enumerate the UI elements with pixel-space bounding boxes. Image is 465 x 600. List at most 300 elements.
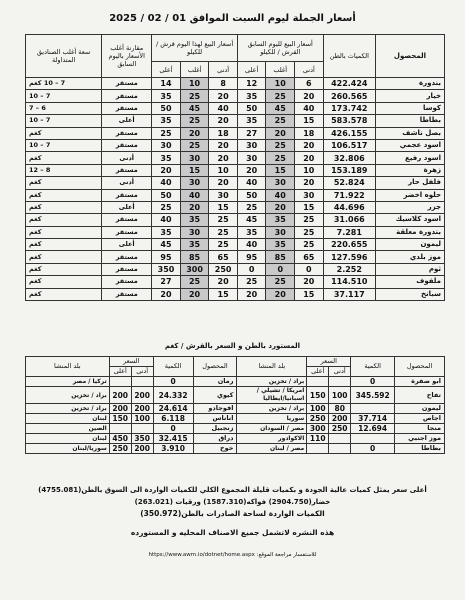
header-today-low: أدنى (209, 62, 238, 78)
local-prices-table (25, 34, 445, 301)
today-most-price: 25 (180, 115, 209, 127)
header-import-product-left: المحصول (193, 357, 237, 377)
today-most-price: 25 (180, 90, 209, 102)
table-row (26, 90, 445, 102)
import-high-price: 200 (109, 387, 131, 404)
today-high-price: 40 (152, 177, 181, 189)
table-row (26, 288, 445, 300)
prev-most-price: 30 (266, 177, 295, 189)
today-low-price: 20 (209, 90, 238, 102)
prev-high-price: 50 (237, 189, 266, 201)
quantity-tons: 583.578 (323, 115, 375, 127)
table-row (26, 444, 445, 454)
prev-high-price: 35 (237, 226, 266, 238)
prev-most-price: 25 (266, 276, 295, 288)
box-capacity: كغم (26, 189, 102, 201)
header-prev-day: أسعار البيع لليوم السابق القرش / للكيلو (237, 35, 323, 62)
prev-most-price: 30 (266, 226, 295, 238)
header-prev-low: أدنى (295, 62, 324, 78)
table-row (26, 177, 445, 189)
import-quantity: 6.118 (153, 414, 193, 424)
quantity-tons: 52.824 (323, 177, 375, 189)
box-capacity: كغم (26, 152, 102, 164)
price-comparison: مستقر (102, 139, 152, 151)
import-quantity: 37.714 (351, 414, 395, 424)
header-import-low-left: أدنى (131, 367, 153, 377)
import-product-name: زنجبيل (193, 424, 237, 434)
price-comparison: مستقر (102, 189, 152, 201)
today-low-price: 40 (209, 102, 238, 114)
header-product: المحصول (375, 35, 444, 78)
header-today-high: أعلى (152, 62, 181, 78)
prev-low-price: 15 (295, 115, 324, 127)
prev-most-price: 20 (266, 127, 295, 139)
today-low-price: 25 (209, 214, 238, 226)
import-low-price: 100 (329, 387, 351, 404)
prev-low-price: 15 (295, 288, 324, 300)
import-note: المستورد بالطن و السعر بالقرش / كغم (164, 342, 301, 350)
table-row (26, 201, 445, 213)
box-capacity: 7 – 10 (26, 90, 102, 102)
prev-low-price: 65 (295, 251, 324, 263)
today-most-price: 20 (180, 201, 209, 213)
today-high-price: 20 (152, 164, 181, 176)
product-name: بندورة معلقة (375, 226, 444, 238)
prev-high-price: 25 (237, 276, 266, 288)
prev-most-price: 25 (266, 90, 295, 102)
prev-high-price: 20 (237, 164, 266, 176)
import-high-price: 250 (307, 414, 329, 424)
quantity-tons: 426.155 (323, 127, 375, 139)
quantity-tons: 71.922 (323, 189, 375, 201)
prev-low-price: 20 (295, 177, 324, 189)
price-comparison: مستقر (102, 90, 152, 102)
today-most-price: 20 (180, 288, 209, 300)
today-low-price: 10 (209, 164, 238, 176)
import-low-price: 200 (131, 444, 153, 454)
prev-most-price: 25 (266, 115, 295, 127)
prev-most-price: 45 (266, 102, 295, 114)
quantity-tons: 220.655 (323, 239, 375, 251)
price-comparison: مستقر (102, 78, 152, 90)
quantity-tons: 31.066 (323, 214, 375, 226)
product-name: اسود عجمي (375, 139, 444, 151)
product-name: بصل ناشف (375, 127, 444, 139)
import-quantity: 0 (153, 377, 193, 387)
import-high-price: 300 (307, 424, 329, 434)
product-name: كوسا (375, 102, 444, 114)
prev-high-price: 40 (237, 239, 266, 251)
box-capacity: 7 – 10 (26, 139, 102, 151)
import-origin: براد / تخزين (237, 404, 307, 414)
footer-website: للاستفسار مراجعة الموقع: https://www.awm.io/dotnet/home.aspx (148, 552, 317, 558)
today-low-price: 15 (209, 201, 238, 213)
prev-high-price: 12 (237, 78, 266, 90)
today-most-price: 10 (180, 78, 209, 90)
today-high-price: 20 (152, 288, 181, 300)
import-low-price (131, 377, 153, 387)
product-name: حلوه اخضر (375, 189, 444, 201)
prev-low-price: 6 (295, 78, 324, 90)
table-row (26, 414, 445, 424)
header-import-high-left: أعلى (109, 367, 131, 377)
import-quantity: 3.910 (153, 444, 193, 454)
import-low-price (329, 434, 351, 444)
import-origin: لبنان (26, 414, 110, 424)
table-row (26, 424, 445, 434)
table-row (26, 78, 445, 90)
prev-high-price: 35 (237, 90, 266, 102)
today-high-price: 25 (152, 127, 181, 139)
today-high-price: 50 (152, 189, 181, 201)
prev-low-price: 20 (295, 90, 324, 102)
price-comparison: أدنى (102, 152, 152, 164)
today-low-price: 18 (209, 127, 238, 139)
prev-most-price: 20 (266, 288, 295, 300)
import-quantity: 24.614 (153, 404, 193, 414)
box-capacity: كغم (26, 251, 102, 263)
import-high-price (109, 377, 131, 387)
table-row (26, 276, 445, 288)
table-row (26, 377, 445, 387)
box-capacity: 6 – 7 (26, 102, 102, 114)
prev-most-price: 25 (266, 139, 295, 151)
product-name: زهرة (375, 164, 444, 176)
import-low-price: 200 (329, 414, 351, 424)
table-row (26, 251, 445, 263)
today-low-price: 20 (209, 276, 238, 288)
quantity-tons: 7.281 (323, 226, 375, 238)
table-row (26, 434, 445, 444)
footer-category-totals: خضار(2904.750) فواكه(1587.310) ورقيات (263.021) (134, 498, 331, 506)
import-origin: مصر / السودان (237, 424, 307, 434)
import-origin: براد / تخزين (26, 387, 110, 404)
import-origin: لبنان (26, 434, 110, 444)
header-prev-most: أغلب (266, 62, 295, 78)
quantity-tons: 2.252 (323, 263, 375, 275)
table-row (26, 115, 445, 127)
today-most-price: 25 (180, 276, 209, 288)
product-name: خيار (375, 90, 444, 102)
import-high-price: 100 (307, 404, 329, 414)
price-comparison: مستقر (102, 127, 152, 139)
header-qty: الكميات بالطن (323, 35, 375, 78)
header-import-product-right: المحصول (395, 357, 445, 377)
table-row (26, 139, 445, 151)
import-low-price: 80 (329, 404, 351, 414)
import-quantity: 345.592 (351, 387, 395, 404)
table-row (26, 239, 445, 251)
prev-most-price: 85 (266, 251, 295, 263)
prev-low-price: 25 (295, 226, 324, 238)
table-row (26, 164, 445, 176)
prev-low-price: 40 (295, 102, 324, 114)
today-most-price: 20 (180, 127, 209, 139)
today-low-price: 20 (209, 139, 238, 151)
product-name: موز بلدي (375, 251, 444, 263)
box-capacity: كغم (26, 201, 102, 213)
today-most-price: 25 (180, 139, 209, 151)
prev-low-price: 20 (295, 276, 324, 288)
table-row (26, 189, 445, 201)
today-low-price: 20 (209, 177, 238, 189)
box-capacity: كغم (26, 214, 102, 226)
prev-most-price: 40 (266, 189, 295, 201)
today-low-price: 30 (209, 189, 238, 201)
import-product-name: افوجادو (193, 404, 237, 414)
quantity-tons: 37.117 (323, 288, 375, 300)
import-quantity (351, 434, 395, 444)
header-boxes: سعة أغلب الصناديق المتداولة (26, 35, 102, 78)
prev-high-price: 50 (237, 102, 266, 114)
today-most-price: 35 (180, 214, 209, 226)
price-comparison: أعلى (102, 115, 152, 127)
header-import-qty-left: الكمية (153, 357, 193, 377)
import-product-name: اناناس (193, 414, 237, 424)
import-product-name: ابو صفرة (395, 377, 445, 387)
header-import-high-right: أعلى (307, 367, 329, 377)
prev-high-price: 20 (237, 288, 266, 300)
today-low-price: 25 (209, 239, 238, 251)
box-capacity: كغم (26, 288, 102, 300)
today-high-price: 30 (152, 139, 181, 151)
product-name: ملفوف (375, 276, 444, 288)
import-quantity (351, 404, 395, 414)
import-product-name: خوخ (193, 444, 237, 454)
header-today-most: أغلب (180, 62, 209, 78)
import-low-price: 250 (329, 424, 351, 434)
today-high-price: 35 (152, 115, 181, 127)
prev-most-price: 35 (266, 239, 295, 251)
table-row (26, 404, 445, 414)
prev-low-price: 20 (295, 139, 324, 151)
price-comparison: مستقر (102, 288, 152, 300)
price-comparison: أعلى (102, 239, 152, 251)
product-name: بطاطا (375, 115, 444, 127)
import-origin: سوريا/لبنان (26, 444, 110, 454)
box-capacity: 7 – 10 (26, 115, 102, 127)
prev-low-price: 10 (295, 164, 324, 176)
import-prices-body (26, 377, 445, 454)
today-most-price: 35 (180, 239, 209, 251)
header-import-price-right: السعر (307, 357, 351, 367)
price-comparison: مستقر (102, 102, 152, 114)
footer-disclaimer: هذه النشره لاتشمل جميع الاصناف المحليه و المستورده (130, 528, 335, 537)
import-origin: مصر / لبنان (237, 444, 307, 454)
import-low-price (329, 377, 351, 387)
product-name: سبانخ (375, 288, 444, 300)
today-low-price: 20 (209, 115, 238, 127)
import-high-price (109, 424, 131, 434)
import-product-name: دراق (193, 434, 237, 444)
import-origin: الصين (26, 424, 110, 434)
footer-exports: الكميات الواردة لساحة الصادرات بالطن(350.972) (140, 509, 325, 518)
box-capacity: كغم (26, 177, 102, 189)
today-most-price: 40 (180, 189, 209, 201)
product-name: ليمون (375, 239, 444, 251)
prev-low-price: 20 (295, 152, 324, 164)
today-low-price: 250 (209, 263, 238, 275)
import-high-price: 200 (109, 404, 131, 414)
import-product-name: اجاص (395, 414, 445, 424)
import-high-price: 150 (307, 387, 329, 404)
prev-high-price: 25 (237, 201, 266, 213)
table-row (26, 152, 445, 164)
prev-most-price: 0 (266, 263, 295, 275)
header-import-origin-left: بلد المنشا (26, 357, 110, 377)
today-most-price: 300 (180, 263, 209, 275)
import-high-price: 110 (307, 434, 329, 444)
prev-low-price: 18 (295, 127, 324, 139)
today-most-price: 30 (180, 177, 209, 189)
import-product-name: بطاطا (395, 444, 445, 454)
today-high-price: 35 (152, 152, 181, 164)
quantity-tons: 127.596 (323, 251, 375, 263)
product-name: فلفل حار (375, 177, 444, 189)
import-product-name: موز اجنبي (395, 434, 445, 444)
quantity-tons: 422.424 (323, 78, 375, 90)
today-low-price: 25 (209, 226, 238, 238)
product-name: اسود رفيع (375, 152, 444, 164)
header-compare: مقارنة أغلب الأسعار باليوم السابق (102, 35, 152, 78)
header-today: أسعار البيع لهذا اليوم قرش / للكيلو (152, 35, 238, 62)
import-quantity: 0 (351, 444, 395, 454)
quantity-tons: 44.696 (323, 201, 375, 213)
prev-low-price: 0 (295, 263, 324, 275)
price-comparison: أدنى (102, 177, 152, 189)
today-high-price: 50 (152, 102, 181, 114)
import-quantity: 24.332 (153, 387, 193, 404)
box-capacity: كغم (26, 127, 102, 139)
bulletin-title: أسعار الجملة ليوم السبت الموافق 01 / 02 / 2025 (109, 13, 356, 24)
box-capacity: كغم (26, 263, 102, 275)
today-most-price: 30 (180, 226, 209, 238)
import-low-price: 200 (131, 404, 153, 414)
import-low-price (131, 424, 153, 434)
import-high-price (307, 444, 329, 454)
prev-high-price: 30 (237, 152, 266, 164)
import-quantity: 0 (351, 377, 395, 387)
today-low-price: 20 (209, 152, 238, 164)
table-row (26, 127, 445, 139)
today-most-price: 15 (180, 164, 209, 176)
import-origin: امريكا / تشيلي / اسبانيا/ايطاليا (237, 387, 307, 404)
import-low-price: 100 (131, 414, 153, 424)
import-high-price: 150 (109, 414, 131, 424)
prev-high-price: 45 (237, 214, 266, 226)
quantity-tons: 173.742 (323, 102, 375, 114)
today-high-price: 35 (152, 226, 181, 238)
today-high-price: 45 (152, 239, 181, 251)
table-row (26, 214, 445, 226)
product-name: بندورة (375, 78, 444, 90)
table-row (26, 263, 445, 275)
header-import-origin-right: بلد المنشا (237, 357, 307, 377)
today-high-price: 40 (152, 214, 181, 226)
table-row (26, 102, 445, 114)
local-prices-body (26, 78, 445, 301)
today-low-price: 8 (209, 78, 238, 90)
import-product-name: رمان (193, 377, 237, 387)
prev-high-price: 35 (237, 115, 266, 127)
quantity-tons: 32.806 (323, 152, 375, 164)
prev-most-price: 10 (266, 78, 295, 90)
box-capacity: كغم (26, 226, 102, 238)
import-prices-table (25, 356, 445, 454)
today-high-price: 35 (152, 90, 181, 102)
import-origin: الاكوادور (237, 434, 307, 444)
box-capacity: 8 – 12 (26, 164, 102, 176)
import-origin: براد / تخزين (237, 377, 307, 387)
import-high-price (307, 377, 329, 387)
import-origin: تركيا / مصر (26, 377, 110, 387)
import-quantity: 0 (153, 424, 193, 434)
table-row (26, 387, 445, 404)
prev-most-price: 35 (266, 214, 295, 226)
import-product-name: كيوي (193, 387, 237, 404)
today-low-price: 15 (209, 288, 238, 300)
quantity-tons: 106.517 (323, 139, 375, 151)
header-import-price-left: السعر (109, 357, 153, 367)
price-comparison: مستقر (102, 214, 152, 226)
prev-low-price: 25 (295, 214, 324, 226)
today-low-price: 65 (209, 251, 238, 263)
import-low-price: 200 (131, 387, 153, 404)
today-most-price: 30 (180, 152, 209, 164)
box-capacity: 7 – 10 كغم (26, 78, 102, 90)
import-product-name: منجا (395, 424, 445, 434)
import-quantity: 32.415 (153, 434, 193, 444)
prev-low-price: 30 (295, 189, 324, 201)
product-name: ثوم (375, 263, 444, 275)
import-low-price (329, 444, 351, 454)
import-quantity: 12.694 (351, 424, 395, 434)
product-name: اسود كلاسيك (375, 214, 444, 226)
today-high-price: 14 (152, 78, 181, 90)
today-most-price: 45 (180, 102, 209, 114)
prev-high-price: 40 (237, 177, 266, 189)
today-high-price: 27 (152, 276, 181, 288)
header-import-qty-right: الكمية (351, 357, 395, 377)
prev-high-price: 30 (237, 139, 266, 151)
price-comparison: مستقر (102, 164, 152, 176)
today-high-price: 25 (152, 201, 181, 213)
quantity-tons: 260.565 (323, 90, 375, 102)
prev-high-price: 95 (237, 251, 266, 263)
quantity-tons: 153.189 (323, 164, 375, 176)
box-capacity: كغم (26, 239, 102, 251)
price-comparison: أعلى (102, 201, 152, 213)
prev-low-price: 15 (295, 201, 324, 213)
import-high-price: 250 (109, 444, 131, 454)
price-comparison: مستقر (102, 226, 152, 238)
import-product-name: تفاح (395, 387, 445, 404)
import-high-price: 450 (109, 434, 131, 444)
prev-most-price: 25 (266, 152, 295, 164)
today-most-price: 85 (180, 251, 209, 263)
table-row (26, 226, 445, 238)
import-product-name: ليمون (395, 404, 445, 414)
today-high-price: 95 (152, 251, 181, 263)
today-high-price: 350 (152, 263, 181, 275)
header-prev-high: أعلى (237, 62, 266, 78)
prev-low-price: 25 (295, 239, 324, 251)
footer-total-note: أعلى سعر يمثل كميات عالية الجودة و بكميات قليلة المجموع الكلي للكميات الواردة الى السوق بالطن(4755.081) (38, 486, 427, 494)
product-name: جزر (375, 201, 444, 213)
import-origin: سوريا (237, 414, 307, 424)
prev-high-price: 27 (237, 127, 266, 139)
price-comparison: مستقر (102, 263, 152, 275)
